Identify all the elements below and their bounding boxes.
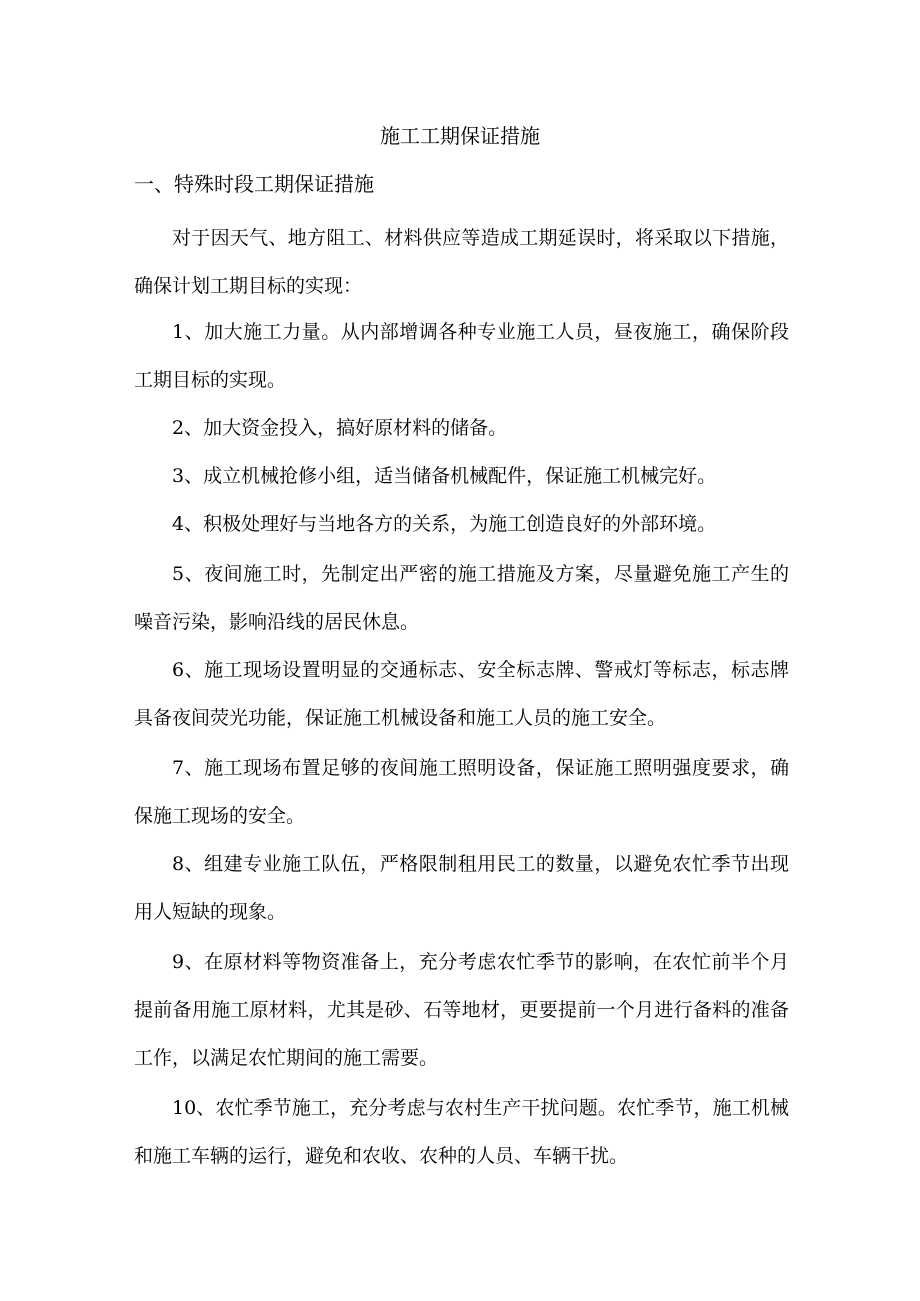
measure-item-2: 2、加大资金投入，搞好原材料的储备。 — [172, 417, 508, 439]
measure-item-8: 8、组建专业施工队伍，严格限制租用民工的数量，以避免农忙季节出现用人短缺的现象。 — [134, 853, 789, 923]
intro-paragraph: 对于因天气、地方阻工、材料供应等造成工期延误时，将采取以下措施，确保计划工期目标的实现： — [134, 227, 789, 297]
measure-item-4: 4、积极处理好与当地各方的关系，为施工创造良好的外部环境。 — [172, 513, 717, 535]
measure-item-3: 3、成立机械抢修小组，适当储备机械配件，保证施工机械完好。 — [172, 465, 717, 487]
measure-item-10: 10、农忙季节施工，充分考虑与农村生产干扰问题。农忙季节，施工机械和施工车辆的运行，避免和农收、农种的人员、车辆干扰。 — [134, 1097, 789, 1167]
measure-item-7: 7、施工现场布置足够的夜间施工照明设备，保证施工照明强度要求，确保施工现场的安全。 — [134, 757, 789, 827]
measure-item-6: 6、施工现场设置明显的交通标志、安全标志牌、警戒灯等标志，标志牌具备夜间荧光功能，保证施工机械设备和施工人员的施工安全。 — [134, 659, 789, 729]
measure-item-5: 5、夜间施工时，先制定出严密的施工措施及方案，尽量避免施工产生的噪音污染，影响沿线的居民休息。 — [134, 563, 789, 633]
document-title: 施工工期保证措施 — [380, 124, 540, 148]
measure-item-9: 9、在原材料等物资准备上，充分考虑农忙季节的影响，在农忙前半个月提前备用施工原材料，尤其是砂、石等地材，更要提前一个月进行备料的准备工作，以满足农忙期间的施工需要。 — [134, 951, 789, 1069]
measure-item-1: 1、加大施工力量。从内部增调各种专业施工人员，昼夜施工，确保阶段工期目标的实现。 — [134, 321, 789, 391]
section-heading: 一、特殊时段工期保证措施 — [134, 172, 374, 196]
